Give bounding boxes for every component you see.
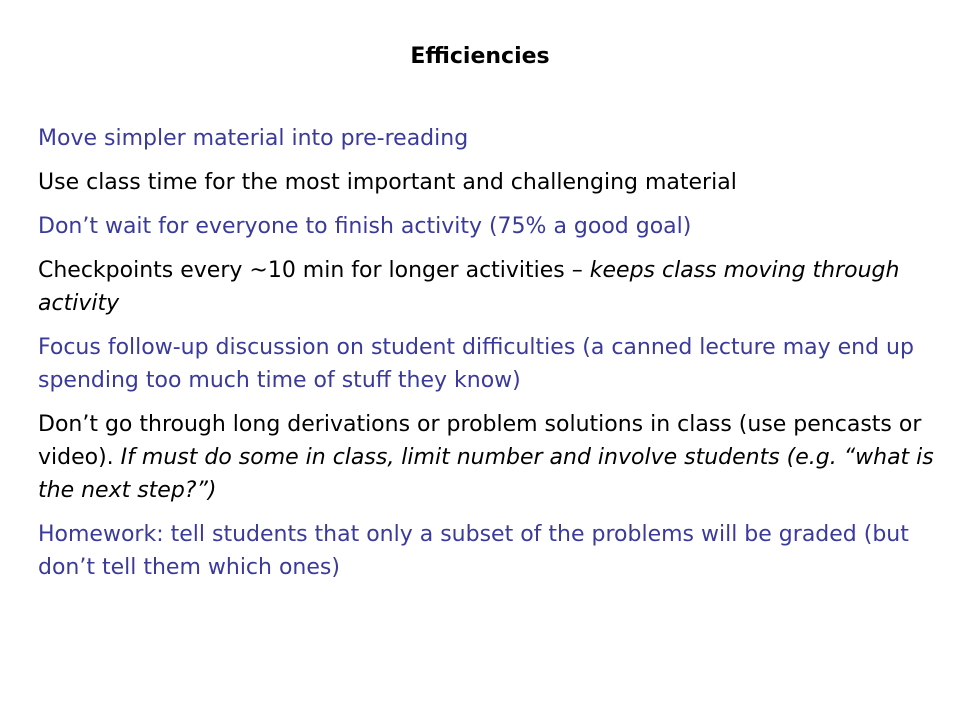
bullet-item [38,254,938,320]
bullet-item [38,408,938,507]
bullet-emphasis: keeps class moving through activity [38,258,900,316]
bullet-text: Homework: tell students that only a subset of the problems will be graded (but don’t tell them which ones) [38,522,909,580]
bullet-item [38,518,938,584]
bullet-list [38,122,938,595]
bullet-item [38,166,938,199]
bullet-text: Use class time for the most important and challenging material [38,170,737,195]
bullet-text: Don’t go through long derivations or problem solutions in class (use pencasts or video). [38,412,922,470]
bullet-item [38,122,938,155]
bullet-text: Checkpoints every ~10 min for longer activities – [38,258,590,283]
bullet-text: Focus follow-up discussion on student difficulties (a canned lecture may end up spending too much time of stuff they know) [38,335,914,393]
bullet-item [38,331,938,397]
bullet-emphasis: If must do some in class, limit number and involve students (e.g. “what is the next step?”) [38,445,934,503]
bullet-item [38,210,938,243]
slide-title: Efficiencies [410,44,550,69]
bullet-text: Don’t wait for everyone to finish activity (75% a good goal) [38,214,692,239]
bullet-text: Move simpler material into pre-reading [38,126,469,151]
